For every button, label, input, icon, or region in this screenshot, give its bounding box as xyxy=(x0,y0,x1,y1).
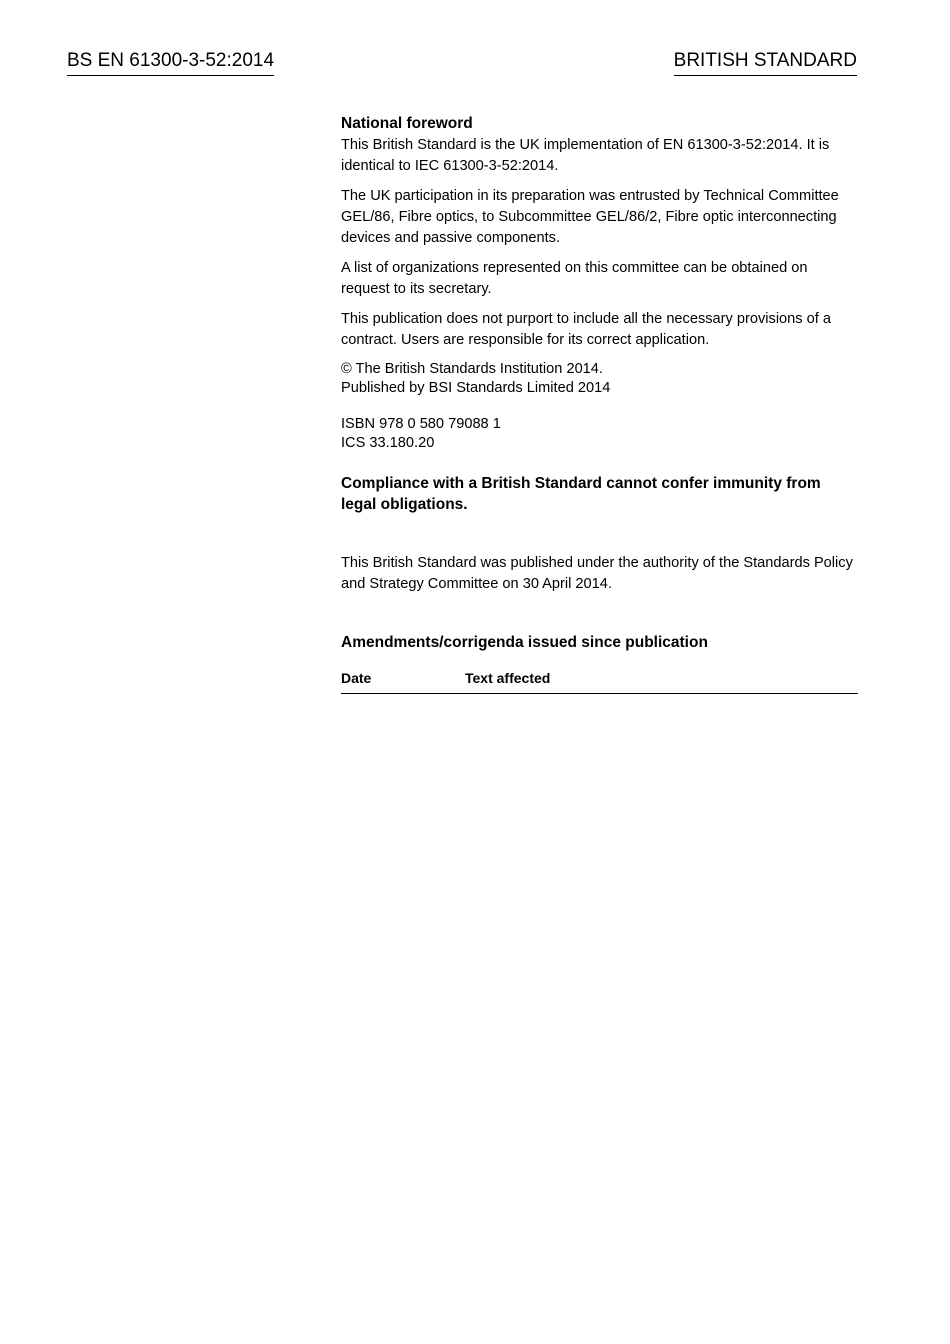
compliance-statement: Compliance with a British Standard cannot confer immunity from legal obligations. xyxy=(341,475,821,513)
copyright-line: © The British Standards Institution 2014. xyxy=(341,361,603,377)
publisher-line: Published by BSI Standards Limited 2014 xyxy=(341,380,611,396)
amendments-col-date: Date xyxy=(341,670,372,686)
standard-number: BS EN 61300-3-52:2014 xyxy=(67,48,274,76)
foreword-paragraph-implementation: This British Standard is the UK implementation of EN 61300-3-52:2014. It is identical to IEC 61300-3-52:2014. xyxy=(341,137,830,174)
foreword-title: National foreword xyxy=(341,115,473,132)
foreword-paragraph-provisions: This publication does not purport to include all the necessary provisions of a contract. Users are responsible for its correct application. xyxy=(341,311,831,348)
authority-statement: This British Standard was published under the authority of the Standards Policy and Strategy Committee on 30 April 2014. xyxy=(341,555,853,592)
foreword-paragraph-participation: The UK participation in its preparation was entrusted by Technical Committee GEL/86, Fibre optics, to Subcommittee GEL/86/2, Fibre optic interconnecting devices and passive components. xyxy=(341,188,839,246)
amendments-col-text-affected: Text affected xyxy=(465,670,551,686)
isbn-line: ISBN 978 0 580 79088 1 xyxy=(341,416,501,432)
national-foreword-section xyxy=(341,113,858,694)
standard-type: BRITISH STANDARD xyxy=(674,48,857,76)
page-header xyxy=(67,48,857,78)
amendments-title: Amendments/corrigenda issued since publication xyxy=(341,634,708,651)
copyright-block xyxy=(341,360,858,398)
identifiers-block xyxy=(341,415,858,453)
ics-line: ICS 33.180.20 xyxy=(341,435,435,451)
amendments-table-header xyxy=(341,666,858,694)
foreword-paragraph-organizations: A list of organizations represented on this committee can be obtained on request to its secretary. xyxy=(341,260,808,297)
